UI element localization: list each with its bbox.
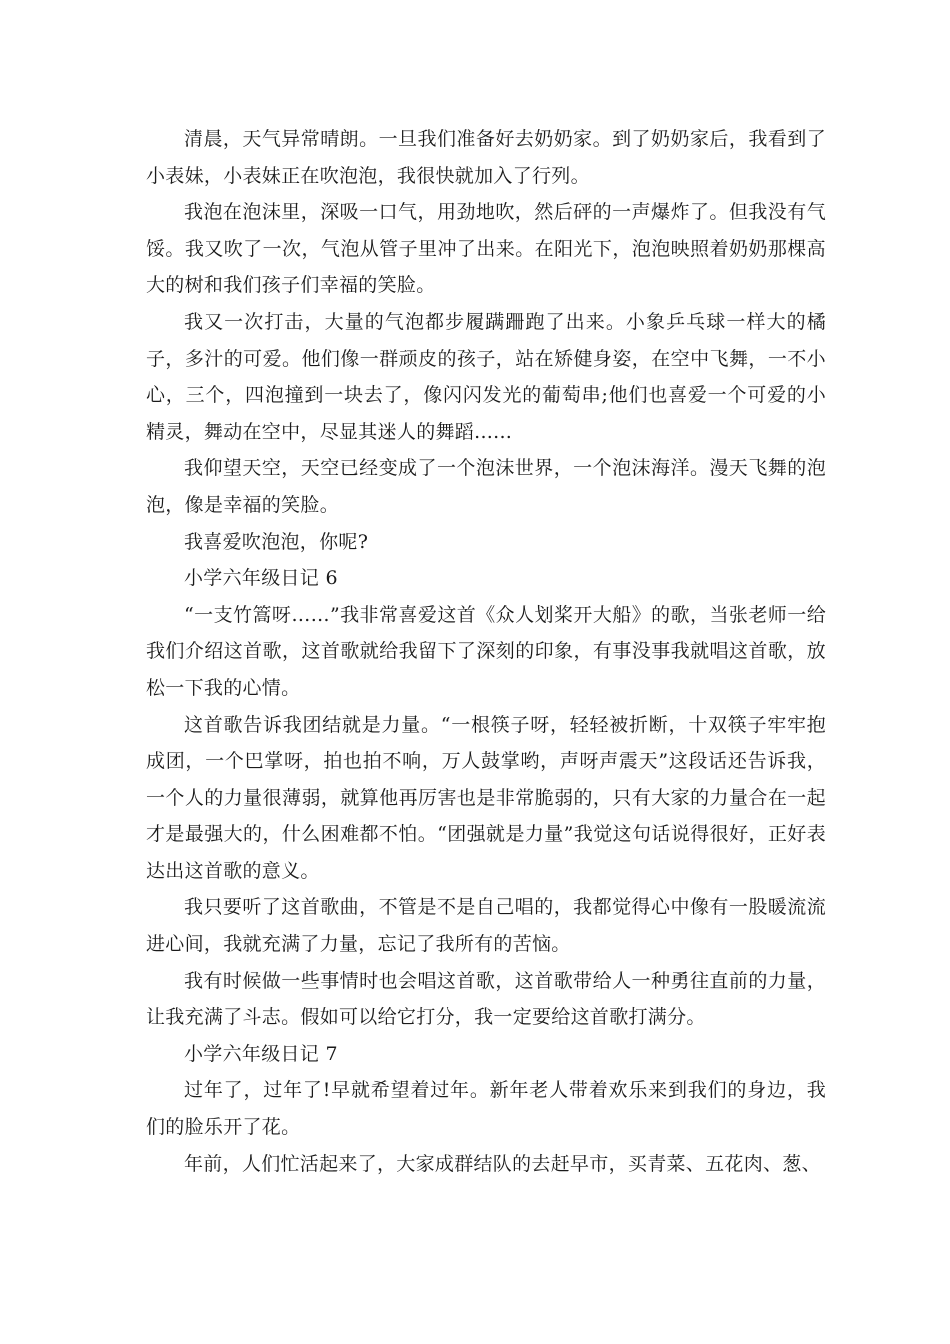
section-heading: 小学六年级日记 6 (184, 567, 338, 590)
paragraph: 年前，人们忙活起来了，大家成群结队的去赶早市，买青菜、五花肉、葱、 (184, 1152, 821, 1175)
paragraph: 过年了，过年了!早就希望着过年。新年老人带着欢乐来到我们的身边，我们的脸乐开了花。 (146, 1079, 826, 1139)
paragraph: 这首歌告诉我团结就是力量。“一根筷子呀，轻轻被折断，十双筷子牢牢抱成团，一个巴掌呀，拍也拍不响，万人鼓掌哟，声呀声震天”这段话还告诉我，一个人的力量很薄弱，就算他再厉害也是非常脆弱的，只有大家的力量合在一起才是最强大的，什么困难都不怕。“团强就是力量”我觉这句话说得很好，正好表达出这首歌的意义。 (146, 713, 826, 882)
paragraph: 我只要听了这首歌曲，不管是不是自己唱的，我都觉得心中像有一股暖流流进心间，我就充满了力量，忘记了我所有的苦恼。 (146, 896, 826, 956)
paragraph: “一支竹篙呀……”我非常喜爱这首《众人划桨开大船》的歌，当张老师一给我们介绍这首歌，这首歌就给我留下了深刻的印象，有事没事我就唱这首歌，放松一下我的心情。 (146, 603, 826, 699)
paragraph: 我喜爱吹泡泡，你呢? (184, 530, 369, 553)
paragraph: 我又一次打击，大量的气泡都步履蹒跚跑了出来。小象乒乓球一样大的橘子，多汁的可爱。他们像一群顽皮的孩子，站在矫健身姿，在空中飞舞，一不小心，三个，四泡撞到一块去了，像闪闪发光的葡萄串;他们也喜爱一个可爱的小精灵，舞动在空中，尽显其迷人的舞蹈...... (146, 310, 826, 443)
paragraph: 我仰望天空，天空已经变成了一个泡沫世界，一个泡沫海洋。漫天飞舞的泡泡，像是幸福的笑脸。 (146, 457, 826, 516)
paragraph: 我有时候做一些事情时也会唱这首歌，这首歌带给人一种勇往直前的力量，让我充满了斗志。假如可以给它打分，我一定要给这首歌打满分。 (146, 969, 826, 1029)
paragraph: 我泡在泡沫里，深吸一口气，用劲地吹，然后砰的一声爆炸了。但我没有气馁。我又吹了一次，气泡从管子里冲了出来。在阳光下，泡泡映照着奶奶那棵高大的树和我们孩子们幸福的笑脸。 (146, 201, 826, 297)
document-body (146, 121, 826, 1182)
section-heading: 小学六年级日记 7 (184, 1042, 338, 1065)
paragraph: 清晨，天气异常晴朗。一旦我们准备好去奶奶家。到了奶奶家后，我看到了小表妹，小表妹正在吹泡泡，我很快就加入了行列。 (146, 128, 826, 187)
